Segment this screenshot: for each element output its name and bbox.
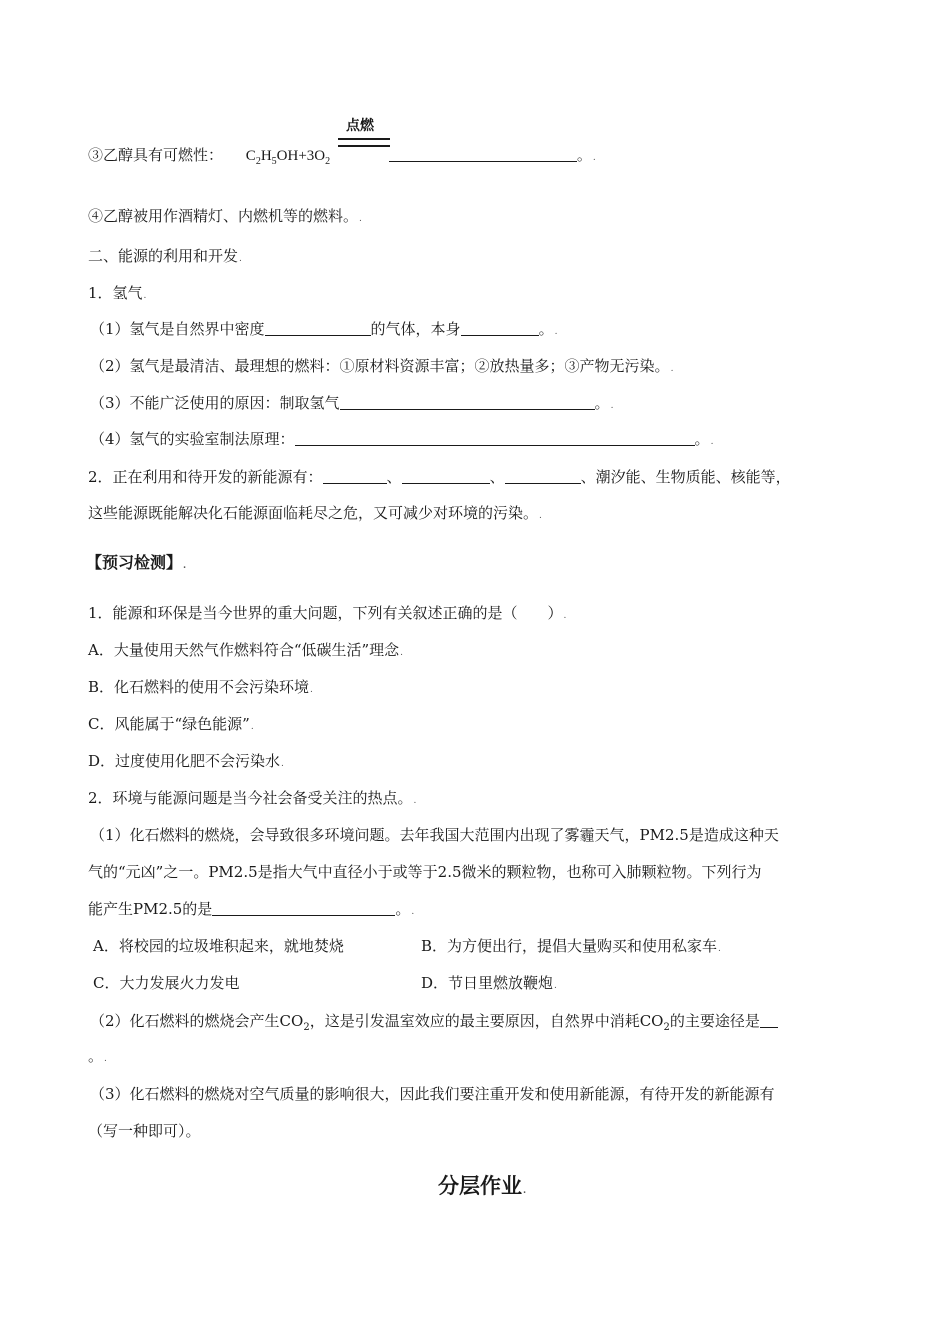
answer-blank[interactable] — [402, 468, 490, 484]
q2-part2-line2: 。. — [88, 1047, 107, 1065]
answer-blank[interactable] — [760, 1012, 778, 1028]
hydrogen-item-4: （4）氢气的实验室制法原理： 。. — [90, 430, 714, 448]
q2-stem: 2．环境与能源问题是当今社会备受关注的热点。. — [88, 789, 417, 807]
q1-option-b[interactable]: B．化石燃料的使用不会污染环境. — [88, 678, 313, 696]
q2-option-d[interactable]: D．节日里燃放鞭炮. — [421, 974, 557, 992]
q2-part1-line3: 能产生PM2.5的是 。. — [88, 900, 415, 918]
hydrogen-title: 1．氢气. — [88, 284, 147, 302]
q2-option-a[interactable]: A．将校园的垃圾堆积起来，就地焚烧 — [93, 937, 344, 955]
q2-part3-line2: （写一种即可）。 — [88, 1122, 201, 1140]
answer-blank[interactable] — [323, 468, 387, 484]
q2-option-b[interactable]: B．为方便出行，提倡大量购买和使用私家车. — [421, 937, 721, 955]
new-energy-line-1: 2．正在利用和待开发的新能源有： 、 、 、潮汐能、生物质能、核能等， — [88, 468, 791, 486]
preview-title: 【预习检测】. — [86, 553, 187, 572]
reaction-condition: 点燃 — [346, 118, 374, 134]
q2-part1-line1: （1）化石燃料的燃烧，会导致很多环境问题。去年我国大范围内出现了雾霾天气，PM2.5是造成这种天 — [90, 826, 779, 844]
hydrogen-item-1: （1）氢气是自然界中密度 的气体，本身 。. — [90, 320, 558, 338]
ethanol-formula: $C_2H_5OH+3O_2$ — [245, 148, 331, 167]
q2-part2-line1: （2）化石燃料的燃烧会产生$CO_2$，这是引发温室效应的最主要原因，自然界中消耗$CO_2$的主要途径是 — [90, 1011, 778, 1038]
q2-part3-line1: （3）化石燃料的燃烧对空气质量的影响很大，因此我们要注重开发和使用新能源，有待开发的新能源有 — [90, 1085, 775, 1103]
answer-blank[interactable] — [340, 394, 595, 410]
answer-blank[interactable] — [295, 430, 695, 446]
q1-option-c[interactable]: C．风能属于“绿色能源”. — [88, 715, 254, 733]
layered-homework-title: 分层作业. — [438, 1173, 527, 1198]
answer-blank[interactable] — [389, 146, 577, 162]
answer-blank[interactable] — [461, 320, 539, 336]
ethanol-combustion-label: ③乙醇具有可燃性： — [88, 146, 224, 164]
q1-stem: 1．能源和环保是当今世界的重大问题，下列有关叙述正确的是（ ）. — [88, 604, 567, 622]
ethanol-combustion-line: ③乙醇具有可燃性： $C_2H_5OH+3O_2$ 。. — [88, 146, 596, 167]
new-energy-line-2: 这些能源既能解决化石能源面临耗尽之危，又可减少对环境的污染。. — [88, 504, 542, 522]
q1-option-d[interactable]: D．过度使用化肥不会污染水. — [88, 752, 284, 770]
ethanol-use: ④乙醇被用作酒精灯、内燃机等的燃料。. — [88, 207, 362, 225]
q1-option-a[interactable]: A．大量使用天然气作燃料符合“低碳生活”理念. — [88, 641, 404, 659]
hydrogen-item-2: （2）氢气是最清洁、最理想的燃料：①原材料资源丰富；②放热量多；③产物无污染。. — [90, 357, 674, 375]
hydrogen-item-3: （3）不能广泛使用的原因：制取氢气 。. — [90, 394, 614, 412]
section-2-title: 二、能源的利用和开发. — [88, 247, 242, 265]
answer-blank[interactable] — [212, 900, 395, 916]
q2-part1-line2: 气的“元凶”之一。PM2.5是指大气中直径小于或等于2.5微米的颗粒物，也称可入肺颗粒物。下列行为 — [88, 863, 762, 881]
answer-blank[interactable] — [265, 320, 371, 336]
answer-blank[interactable] — [505, 468, 581, 484]
q2-option-c[interactable]: C．大力发展火力发电 — [93, 974, 240, 992]
